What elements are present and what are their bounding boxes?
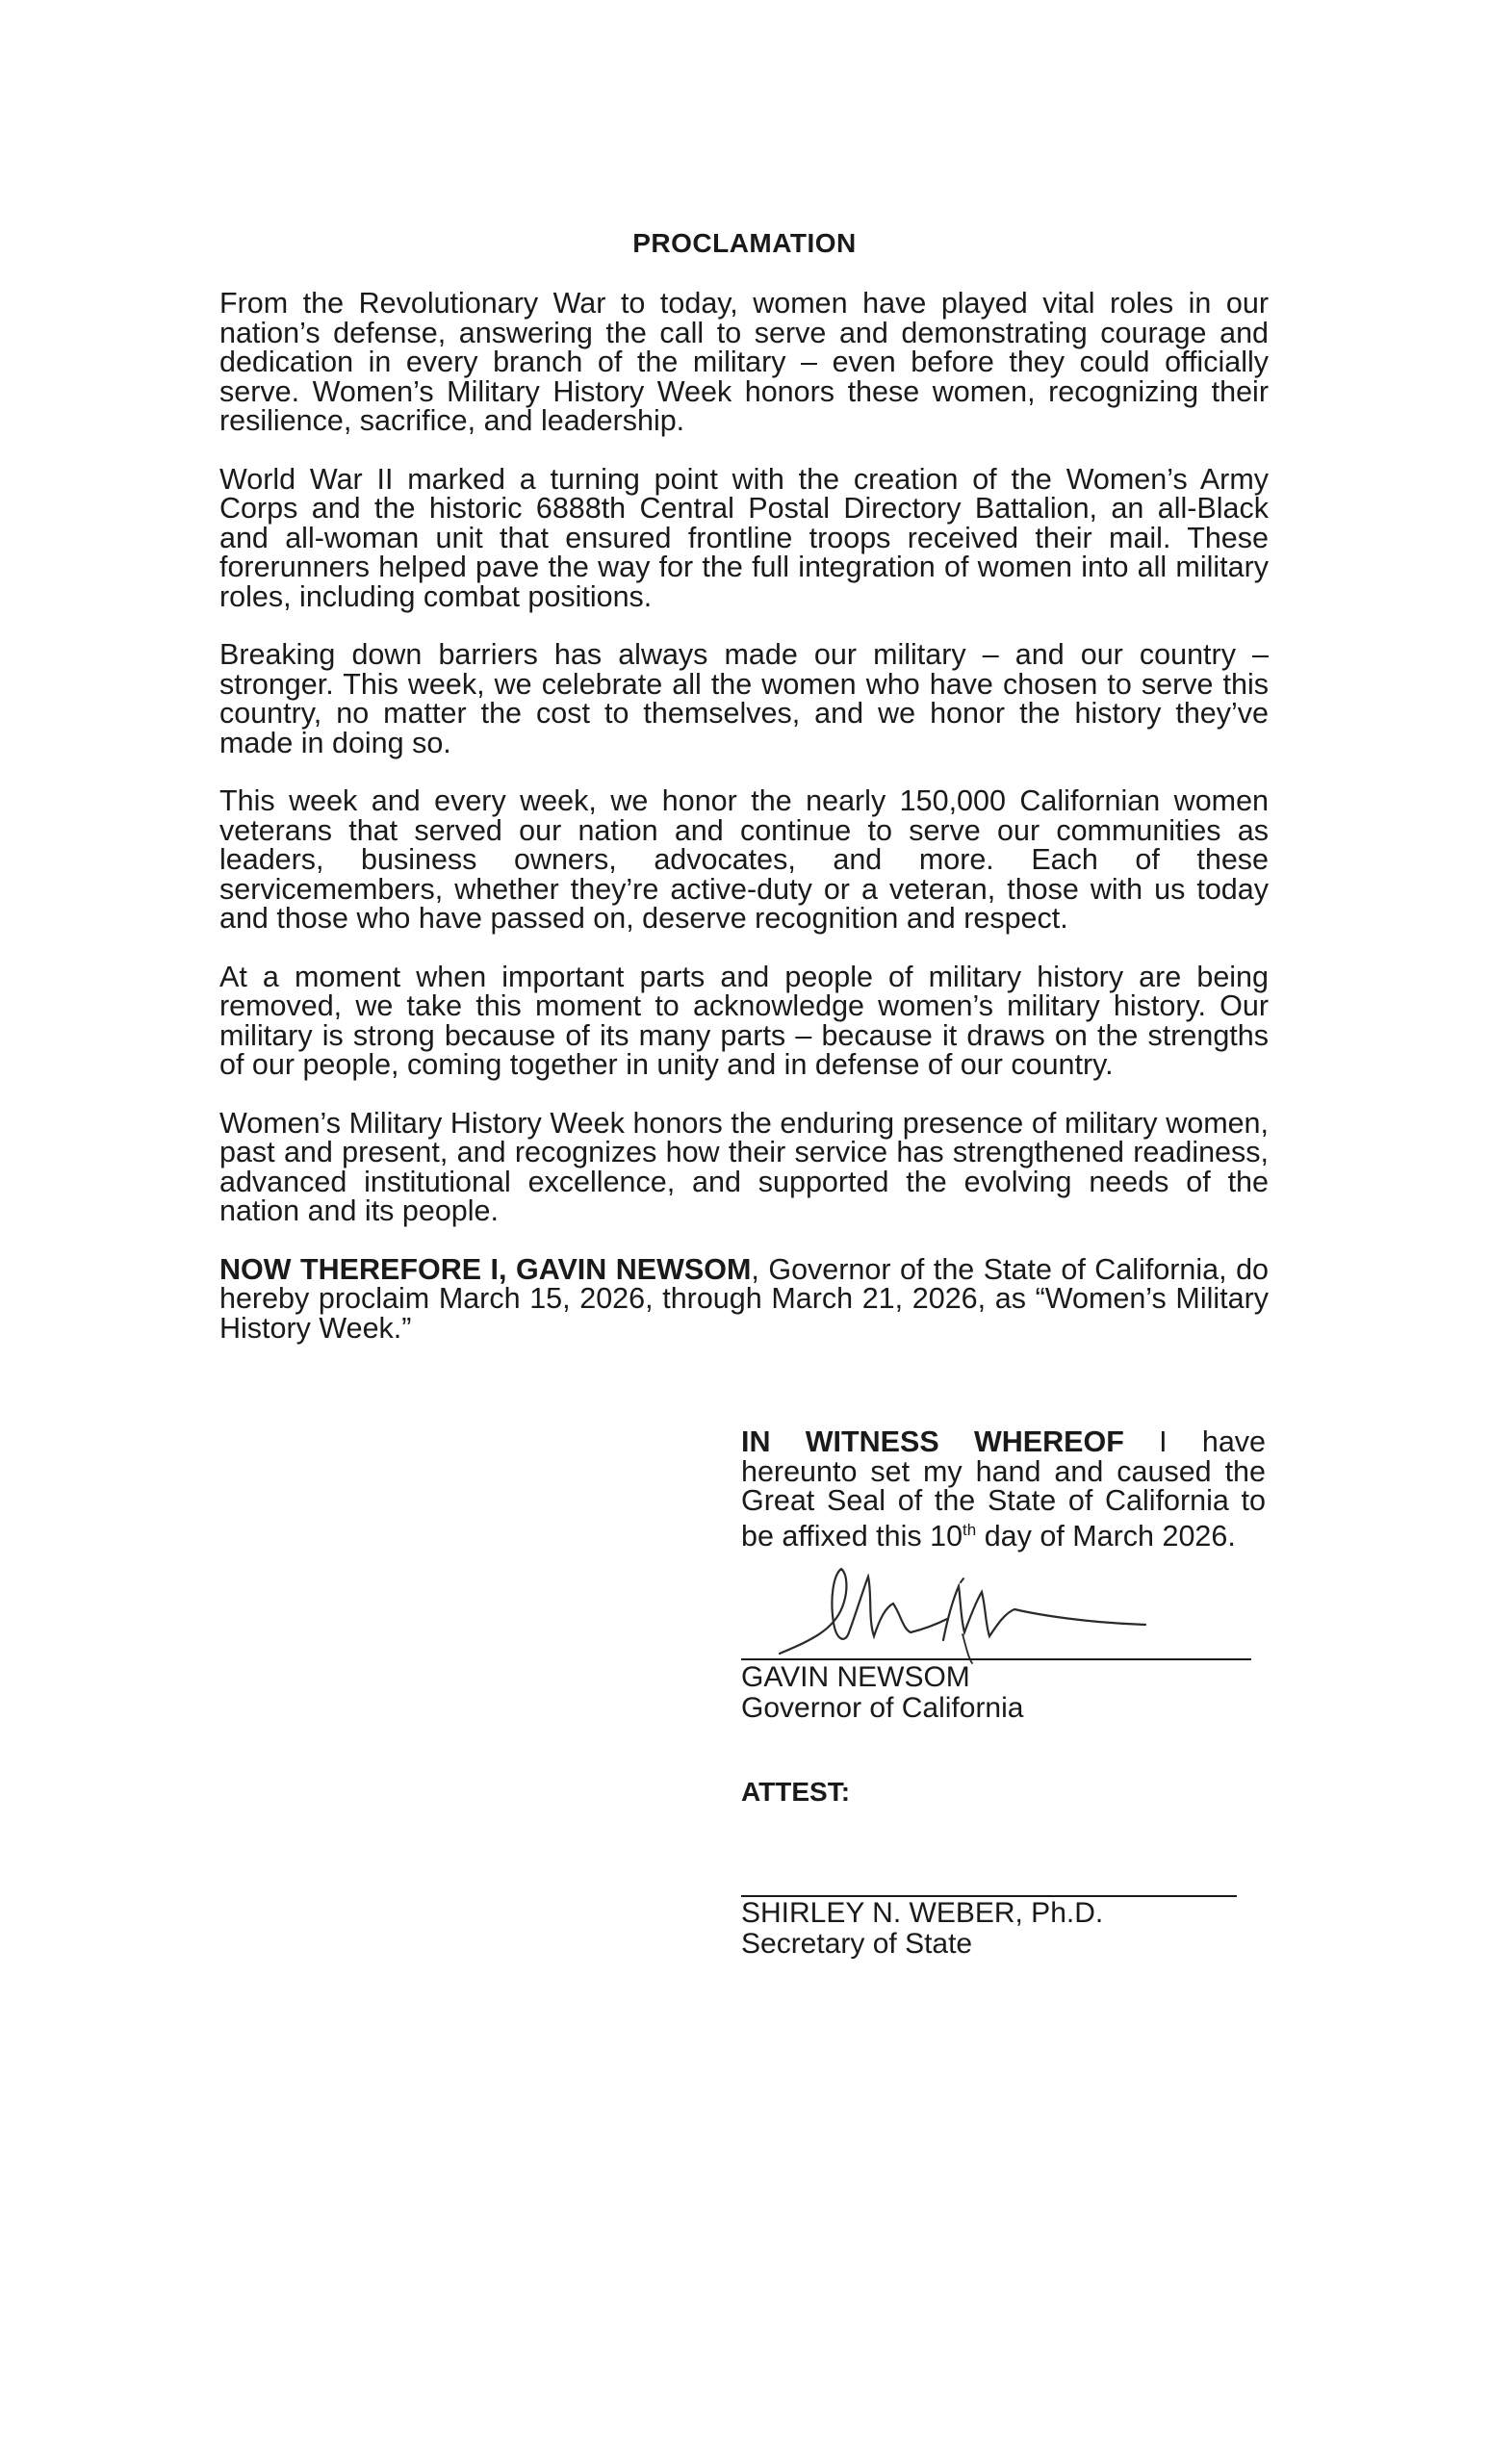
paragraph-5: At a moment when important parts and people of military history are being removed, we take this moment to acknowledge women’s military history. Our military is strong because of its many parts – because it draws on the strengths of our people, coming together in unity and in defense of our country.	[219, 960, 1269, 1081]
witness-text-before: I have hereunto set my hand and caused the Great Seal of the State of California to be affixed this 10	[741, 1425, 1266, 1553]
witness-lead: IN WITNESS WHEREOF	[741, 1425, 1124, 1458]
proclamation-lead: NOW THEREFORE I, GAVIN NEWSOM	[219, 1252, 752, 1286]
proclamation-statement	[219, 1252, 1269, 1345]
paragraph-6: Women’s Military History Week honors the enduring presence of military women, past and present, and recognizes how their service has strengthened readiness, advanced institutional excellence, and supported the evolving needs of the nation and its people.	[219, 1106, 1269, 1227]
paragraph-4: This week and every week, we honor the nearly 150,000 Californian women veterans that served our nation and continue to serve our communities as leaders, business owners, advocates, and more. Each of these servicemembers, whether they’re active-duty or a veteran, those with us today and those who have passed on, deserve recognition and respect.	[219, 784, 1269, 935]
governor-title: Governor of California	[741, 1692, 1024, 1724]
governor-name: GAVIN NEWSOM	[741, 1661, 970, 1693]
document-title: PROCLAMATION	[632, 228, 857, 258]
paragraph-3: Breaking down barriers has always made our military – and our country – stronger. This week, we celebrate all the women who have chosen to serve this country, no matter the cost to themselves, and we honor the history they’ve made in doing so.	[219, 638, 1269, 759]
governor-signature-line	[741, 1658, 1251, 1660]
attest-label: ATTEST:	[741, 1777, 851, 1807]
witness-text-after: day of March 2026.	[976, 1519, 1236, 1553]
paragraph-1: From the Revolutionary War to today, women have played vital roles in our nation’s defense, answering the call to serve and demonstrating courage and dedication in every branch of the military – even before they could officially serve. Women’s Military History Week honors these women, recognizing their resilience, sacrifice, and leadership.	[219, 287, 1269, 437]
proclamation-body	[219, 289, 1269, 1372]
witness-clause	[741, 1427, 1266, 1551]
secretary-name: SHIRLEY N. WEBER, Ph.D.	[741, 1897, 1104, 1929]
secretary-title: Secretary of State	[741, 1928, 973, 1960]
paragraph-2: World War II marked a turning point with the creation of the Women’s Army Corps and the historic 6888th Central Postal Directory Battalion, an all-Black and all-woman unit that ensured frontline troops received their mail. These forerunners helped pave the way for the full integration of women into all military roles, including combat positions.	[219, 462, 1269, 613]
governor-signature	[741, 1540, 1280, 1665]
witness-ordinal: th	[963, 1520, 977, 1539]
proclamation-text: , Governor of the State of California, do hereby proclaim March 15, 2026, through March 21, 2026, as “Women’s Military History Week.”	[219, 1252, 1269, 1345]
